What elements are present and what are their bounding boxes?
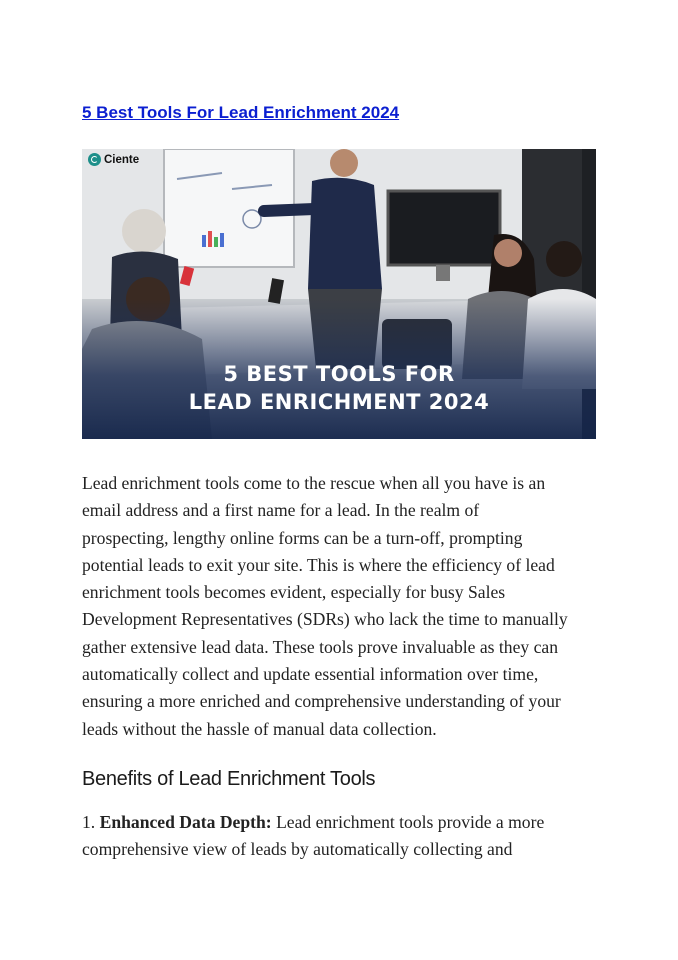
intro-line: leads without the hassle of manual data collection. [82,718,437,739]
intro-line: enrichment tools becomes evident, especially for busy Sales [82,582,506,603]
intro-line: gather extensive lead data. These tools prove invaluable as they can [82,636,558,657]
benefit-title: Enhanced Data Depth: [99,812,272,832]
intro-line: ensuring a more enriched and comprehensive understanding of your [82,691,561,712]
intro-line: Lead enrichment tools come to the rescue when all you have is an [82,473,546,493]
intro-line: prospecting, lengthy online forms can be a turn-off, prompting [82,527,523,548]
hero-caption-line1: 5 BEST TOOLS FOR [223,362,455,386]
ciente-logo [88,153,139,166]
logo-text: Ciente [104,153,140,166]
ciente-logo-icon [88,153,101,166]
benefit-item-1 [82,809,602,864]
title-link[interactable]: 5 Best Tools For Lead Enrichment 2024 [82,103,400,122]
intro-line: automatically collect and update essential information over time, [82,664,539,685]
intro-line: potential leads to exit your site. This is where the efficiency of lead [82,554,555,575]
benefit-number: 1. [82,812,96,832]
intro-paragraph [82,470,602,743]
benefit-line-1 [82,809,602,836]
intro-line: email address and a first name for a lead. In the realm of [82,500,480,521]
intro-line: Development Representatives (SDRs) who lack the time to manually [82,609,568,630]
hero-caption-line2: LEAD ENRICHMENT 2024 [188,390,490,414]
hero-image [82,149,596,439]
benefit-line-2: comprehensive view of leads by automatically collecting and [82,839,513,860]
section-heading: Benefits of Lead Enrichment Tools [82,768,376,790]
benefit-text: Lead enrichment tools provide a more [276,812,545,832]
